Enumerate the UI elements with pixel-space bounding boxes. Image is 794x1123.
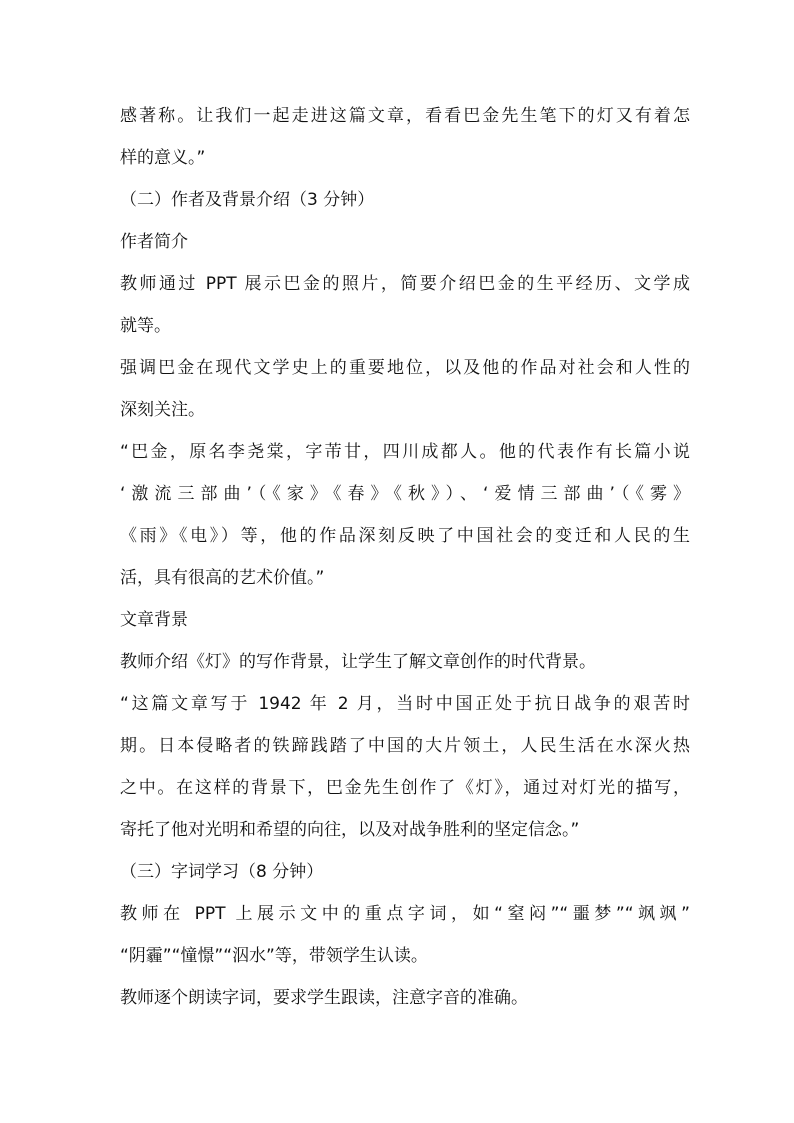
paragraph-line: 教师在 PPT 上展示文中的重点字词，如“窒闷”“噩梦”“飒飒” — [120, 904, 690, 924]
paragraph-line: “巴金，原名李尧棠，字芾甘，四川成都人。他的代表作有长篇小说 — [120, 442, 690, 462]
paragraph-line: 《雨》《电》）等，他的作品深刻反映了中国社会的变迁和人民的生 — [120, 526, 690, 546]
paragraph-line: 活，具有很高的艺术价值。” — [120, 568, 325, 588]
paragraph-line: 期。日本侵略者的铁蹄践踏了中国的大片领土，人民生活在水深火热 — [120, 736, 690, 756]
section-heading: （二）作者及背景介绍（3 分钟） — [120, 190, 375, 210]
paragraph-line: 深刻关注。 — [120, 400, 205, 420]
paragraph-line: 教师介绍《灯》的写作背景，让学生了解文章创作的时代背景。 — [120, 652, 596, 672]
paragraph-line: 样的意义。” — [120, 148, 206, 168]
subheading: 作者简介 — [120, 232, 188, 252]
subheading: 文章背景 — [120, 610, 188, 630]
paragraph-line: “阴霾”“憧憬”“泅水”等，带领学生认读。 — [120, 946, 428, 966]
paragraph-line: 之中。在这样的背景下，巴金先生创作了《灯》，通过对灯光的描写， — [120, 778, 690, 798]
paragraph-line: 感著称。让我们一起走进这篇文章，看看巴金先生笔下的灯又有着怎 — [120, 106, 690, 126]
paragraph-line: 强调巴金在现代文学史上的重要地位，以及他的作品对社会和人性的 — [120, 358, 690, 378]
section-heading: （三）字词学习（8 分钟） — [120, 862, 324, 882]
paragraph-line: 教师通过 PPT 展示巴金的照片，简要介绍巴金的生平经历、文学成 — [120, 274, 690, 294]
paragraph-line: 教师逐个朗读字词，要求学生跟读，注意字音的准确。 — [120, 988, 528, 1008]
paragraph-line: “这篇文章写于 1942 年 2 月，当时中国正处于抗日战争的艰苦时 — [120, 694, 690, 714]
paragraph-line: ‘激流三部曲’（《家》《春》《秋》）、‘爱情三部曲’（《雾》 — [120, 484, 690, 504]
paragraph-line: 就等。 — [120, 316, 171, 336]
paragraph-line: 寄托了他对光明和希望的向往，以及对战争胜利的坚定信念。” — [120, 820, 580, 840]
